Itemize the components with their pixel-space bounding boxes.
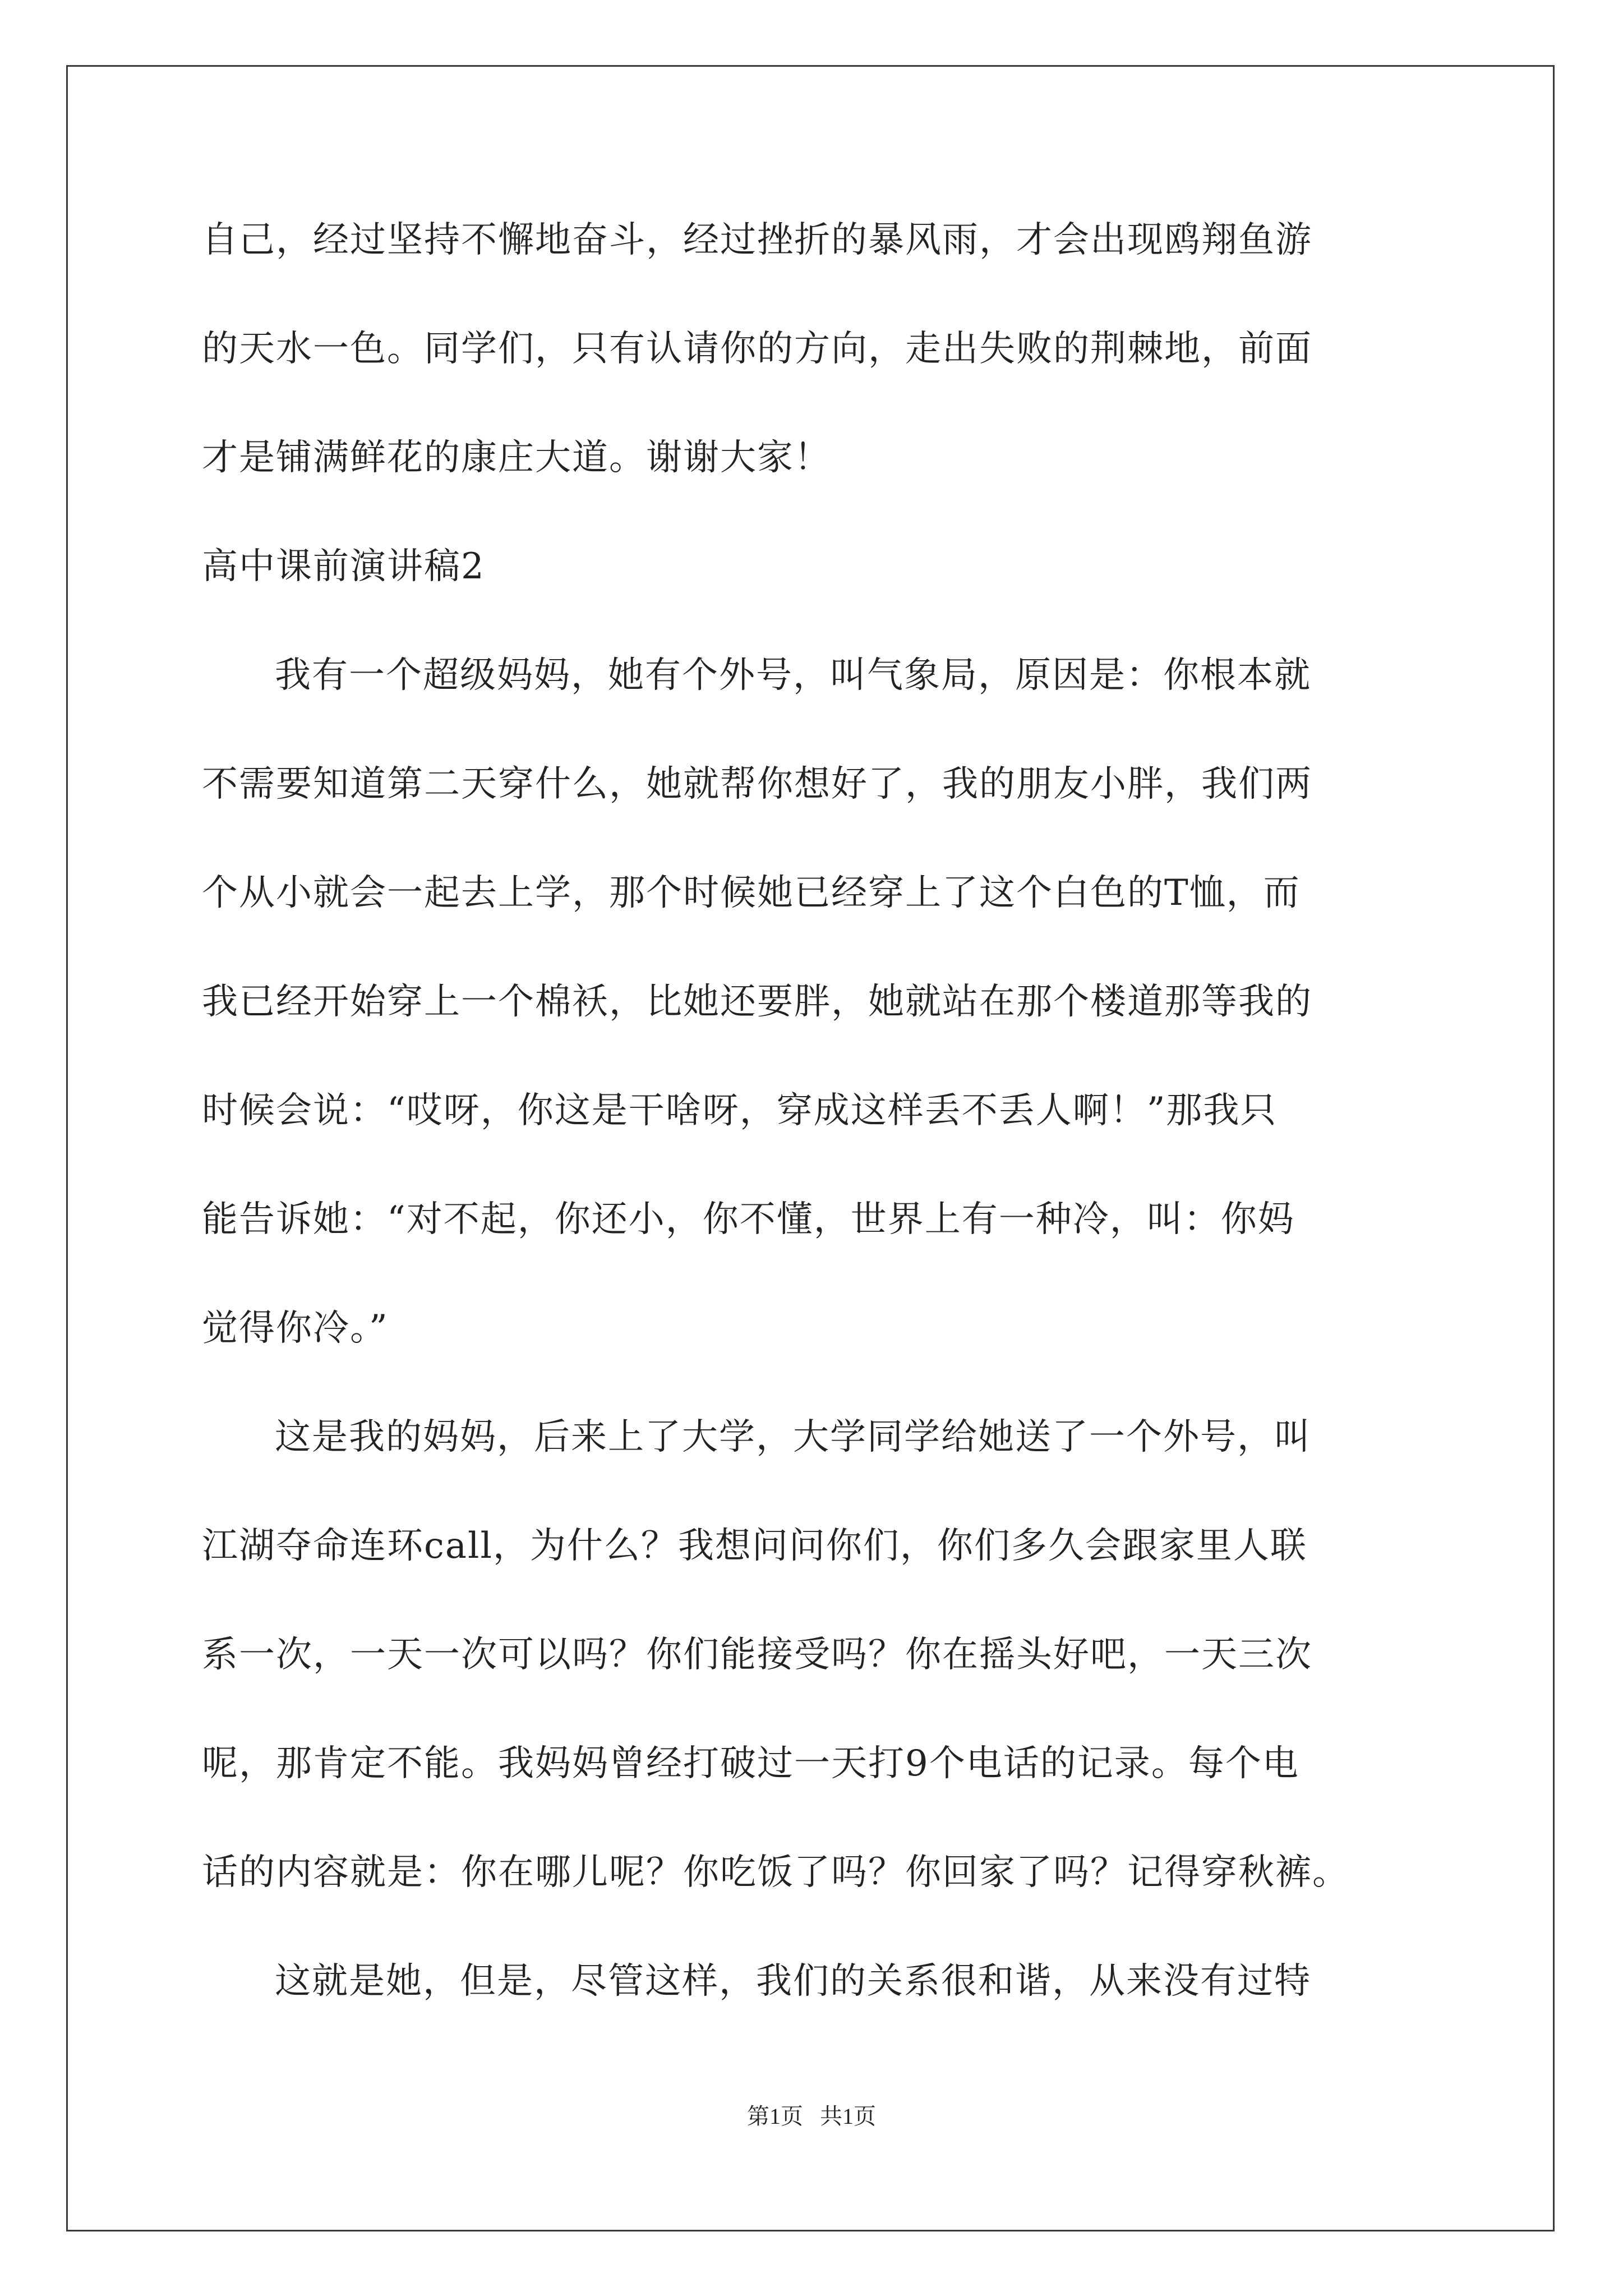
text-line: 江湖夺命连环call，为什么？我想问问你们，你们多久会跟家里人联 (202, 1525, 1307, 1567)
paragraph-start-line: 这就是她，但是，尽管这样，我们的关系很和谐，从来没有过特 (275, 1961, 1311, 2002)
document-body (202, 213, 1447, 2063)
text-line: 呢，那肯定不能。我妈妈曾经打破过一天打9个电话的记录。每个电 (202, 1743, 1299, 1784)
page-number-footer: 第1页 共1页 (747, 2104, 876, 2129)
text-line: 时候会说：“哎呀，你这是干啥呀，穿成这样丢不丢人啊！”那我只 (202, 1090, 1278, 1131)
text-line: 自己，经过坚持不懈地奋斗，经过挫折的暴风雨，才会出现鸥翔鱼游 (202, 219, 1312, 261)
paragraph-start-line: 这是我的妈妈，后来上了大学，大学同学给她送了一个外号，叫 (275, 1416, 1311, 1458)
text-line: 的天水一色。同学们，只有认请你的方向，走出失败的荆棘地，前面 (202, 328, 1312, 370)
text-line: 我已经开始穿上一个棉袄，比她还要胖，她就站在那个楼道那等我的 (202, 981, 1312, 1023)
text-line: 个从小就会一起去上学，那个时候她已经穿上了这个白色的T恤，而 (202, 872, 1301, 914)
text-line: 觉得你冷。” (202, 1308, 389, 1349)
text-line: 不需要知道第二天穿什么，她就帮你想好了，我的朋友小胖，我们两 (202, 763, 1312, 805)
text-line: 能告诉她：“对不起，你还小，你不懂，世界上有一种冷，叫：你妈 (202, 1199, 1295, 1240)
text-line: 才是铺满鲜花的康庄大道。谢谢大家！ (202, 437, 831, 478)
section-heading: 高中课前演讲稿2 (202, 546, 485, 587)
text-line: 系一次，一天一次可以吗？你们能接受吗？你在摇头好吧，一天三次 (202, 1634, 1312, 1676)
text-line: 话的内容就是：你在哪儿呢？你吃饭了吗？你回家了吗？记得穿秋裤。 (202, 1852, 1349, 1893)
paragraph-start-line: 我有一个超级妈妈，她有个外号，叫气象局，原因是：你根本就 (275, 655, 1311, 696)
